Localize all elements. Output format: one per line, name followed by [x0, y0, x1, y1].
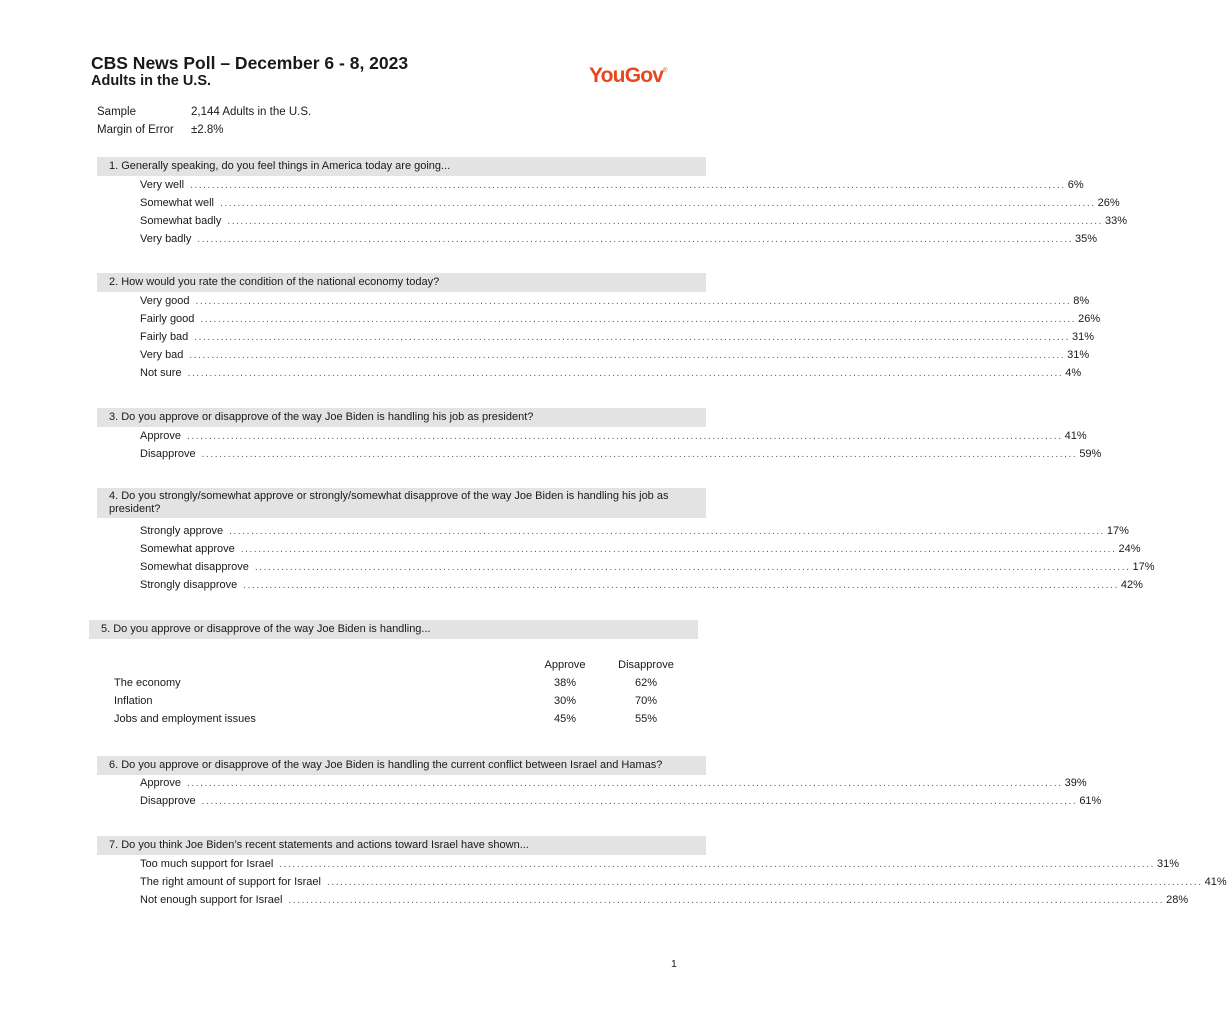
moe-label: Margin of Error [97, 124, 174, 136]
option-value: 59% [1079, 448, 1102, 460]
option-label: Approve [140, 430, 181, 442]
q2-option [140, 312, 1101, 327]
leader-dots: ........................................................................................................................................................................................................ [243, 580, 1119, 591]
leader-dots: ........................................................................................................................................................................................................ [195, 296, 1072, 307]
leader-dots: ........................................................................................................................................................................................................ [194, 332, 1070, 343]
leader-dots: ........................................................................................................................................................................................................ [201, 796, 1078, 807]
q2-option [140, 294, 1090, 309]
leader-dots: ........................................................................................................................................................................................................ [197, 234, 1074, 245]
q5-approve-value: 30% [553, 695, 577, 707]
option-value: 17% [1106, 525, 1129, 537]
question-7: 7. Do you think Joe Biden’s recent statements and actions toward Israel have shown... [97, 836, 706, 855]
leader-dots: ........................................................................................................................................................................................................ [227, 216, 1103, 227]
option-label: Somewhat disapprove [140, 561, 249, 573]
q7-option [140, 857, 1179, 872]
option-label: Not enough support for Israel [140, 894, 283, 906]
page-title: CBS News Poll – December 6 - 8, 2023 [91, 53, 409, 73]
option-label: Very well [140, 179, 185, 191]
option-value: 33% [1105, 215, 1128, 227]
leader-dots: ........................................................................................................................................................................................................ [279, 859, 1155, 870]
q2-option [140, 366, 1082, 381]
q5-row-label: The economy [114, 677, 181, 689]
question-2: 2. How would you rate the condition of the national economy today? [97, 273, 706, 292]
q5-row-label: Inflation [114, 695, 153, 707]
option-value: 26% [1078, 313, 1101, 325]
option-label: Approve [140, 777, 181, 789]
question-3: 3. Do you approve or disapprove of the way Joe Biden is handling his job as president? [97, 408, 706, 427]
leader-dots: ........................................................................................................................................................................................................ [190, 180, 1066, 191]
q6-option [140, 794, 1102, 809]
q2-option [140, 330, 1094, 345]
page-subtitle: Adults in the U.S. [91, 73, 212, 89]
option-value: 28% [1166, 894, 1189, 906]
q5-approve-value: 45% [553, 713, 577, 725]
column-header-approve: Approve [544, 659, 586, 671]
leader-dots: ........................................................................................................................................................................................................ [186, 431, 1063, 442]
q5-row-label: Jobs and employment issues [114, 713, 256, 725]
q3-option [140, 447, 1102, 462]
option-value: 35% [1075, 233, 1098, 245]
q4-option [140, 578, 1143, 593]
leader-dots: ........................................................................................................................................................................................................ [288, 895, 1165, 906]
option-label: Strongly approve [140, 525, 224, 537]
leader-dots: ........................................................................................................................................................................................................ [219, 198, 1096, 209]
leader-dots: ........................................................................................................................................................................................................ [200, 314, 1077, 325]
leader-dots: ........................................................................................................................................................................................................ [189, 350, 1066, 361]
option-value: 24% [1118, 543, 1141, 555]
q1-option [140, 178, 1084, 193]
yougov-logo [589, 64, 667, 88]
q2-option [140, 348, 1090, 363]
option-value: 61% [1079, 795, 1102, 807]
option-value: 31% [1071, 331, 1094, 343]
sample-value: 2,144 Adults in the U.S. [191, 106, 312, 118]
registered-mark: ® [663, 68, 667, 74]
q5-disapprove-value: 55% [634, 713, 658, 725]
q5-approve-value: 38% [553, 677, 577, 689]
q5-disapprove-value: 62% [634, 677, 658, 689]
option-label: The right amount of support for Israel [140, 876, 321, 888]
option-label: Somewhat well [140, 197, 214, 209]
q4-option [140, 542, 1141, 557]
question-4: 4. Do you strongly/somewhat approve or strongly/somewhat disapprove of the way Joe Biden is handling his job as president? [97, 488, 706, 518]
option-value: 6% [1067, 179, 1084, 191]
q7-option [140, 875, 1227, 890]
option-label: Too much support for Israel [140, 858, 274, 870]
option-label: Not sure [140, 367, 182, 379]
question-6: 6. Do you approve or disapprove of the way Joe Biden is handling the current conflict between Israel and Hamas? [97, 756, 706, 775]
option-label: Strongly disapprove [140, 579, 238, 591]
q1-option [140, 214, 1128, 229]
leader-dots: ........................................................................................................................................................................................................ [201, 449, 1078, 460]
option-label: Disapprove [140, 795, 196, 807]
question-1: 1. Generally speaking, do you feel things in America today are going... [97, 157, 706, 176]
option-value: 31% [1156, 858, 1179, 870]
q3-option [140, 429, 1087, 444]
leader-dots: ........................................................................................................................................................................................................ [240, 544, 1117, 555]
option-value: 26% [1097, 197, 1120, 209]
q4-option [140, 560, 1155, 575]
option-label: Very bad [140, 349, 184, 361]
option-label: Very good [140, 295, 190, 307]
q4-option [140, 524, 1129, 539]
leader-dots: ........................................................................................................................................................................................................ [229, 526, 1105, 537]
option-label: Fairly good [140, 313, 195, 325]
sample-label: Sample [97, 106, 136, 118]
option-label: Somewhat approve [140, 543, 235, 555]
logo-text: YouGov [589, 64, 664, 87]
leader-dots: ........................................................................................................................................................................................................ [326, 877, 1203, 888]
q1-option [140, 232, 1098, 247]
option-label: Disapprove [140, 448, 196, 460]
option-value: 8% [1073, 295, 1090, 307]
column-header-disapprove: Disapprove [618, 659, 674, 671]
leader-dots: ........................................................................................................................................................................................................ [254, 562, 1131, 573]
q5-disapprove-value: 70% [634, 695, 658, 707]
moe-value: ±2.8% [191, 124, 224, 136]
option-label: Fairly bad [140, 331, 189, 343]
option-label: Very badly [140, 233, 192, 245]
leader-dots: ........................................................................................................................................................................................................ [187, 368, 1064, 379]
option-value: 39% [1064, 777, 1087, 789]
option-value: 4% [1065, 367, 1082, 379]
q1-option [140, 196, 1120, 211]
option-value: 41% [1204, 876, 1227, 888]
option-value: 42% [1120, 579, 1143, 591]
option-value: 41% [1064, 430, 1087, 442]
option-value: 17% [1132, 561, 1155, 573]
option-value: 31% [1067, 349, 1090, 361]
page-number: 1 [671, 958, 677, 970]
margin-of-error-line [97, 124, 224, 136]
q6-option [140, 776, 1087, 791]
leader-dots: ........................................................................................................................................................................................................ [186, 778, 1063, 789]
option-label: Somewhat badly [140, 215, 222, 227]
q7-option [140, 893, 1189, 908]
question-5: 5. Do you approve or disapprove of the way Joe Biden is handling... [89, 620, 698, 639]
sample-line [97, 106, 311, 118]
